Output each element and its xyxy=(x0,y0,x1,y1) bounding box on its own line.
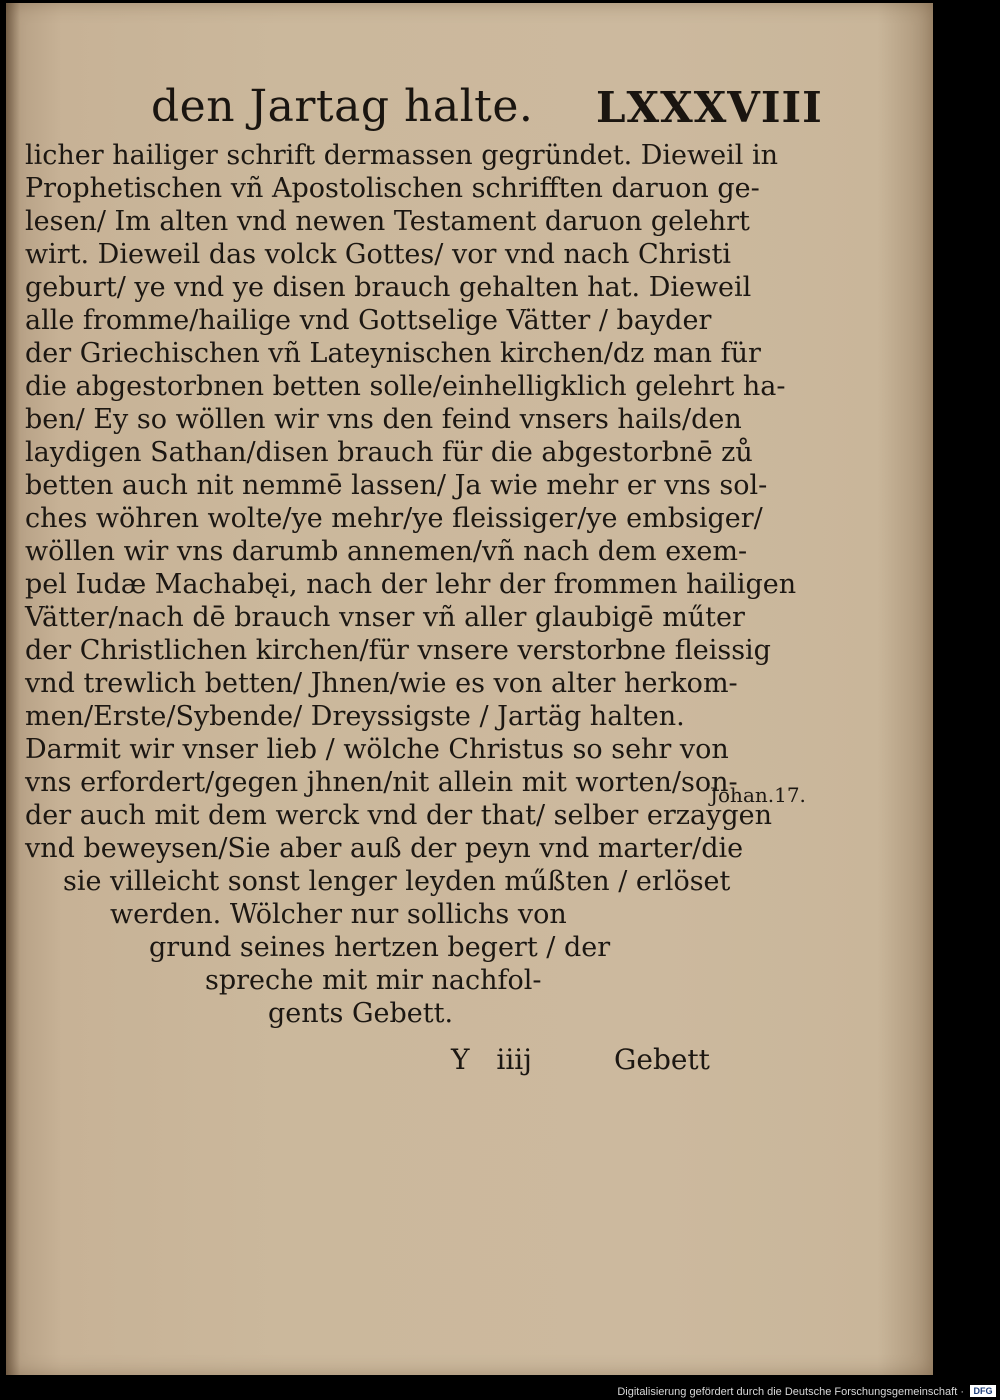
dfg-logo: DFG xyxy=(970,1385,996,1397)
text-line: ben/ Ey so wöllen wir vns den feind vnsers hails/den xyxy=(25,404,742,435)
catchword: Gebett xyxy=(614,1043,710,1076)
text-line: werden. Wölcher nur sollichs von xyxy=(110,899,567,930)
text-line: der Griechischen vñ Lateynischen kirchen/dz man für xyxy=(25,338,761,369)
text-line: ches wöhren wolte/ye mehr/ye fleissiger/ye embsiger/ xyxy=(25,503,763,534)
signature-mark: Y iiij xyxy=(451,1043,532,1076)
text-line: wirt. Dieweil das volck Gottes/ vor vnd nach Christi xyxy=(25,239,731,270)
text-line: pel Iudæ Machabęi, nach der lehr der frommen hailigen xyxy=(25,569,797,600)
text-line: vns erfordert/gegen jhnen/nit allein mit worten/son- xyxy=(25,767,738,798)
text-line: geburt/ ye vnd ye disen brauch gehalten hat. Dieweil xyxy=(25,272,752,303)
text-line: laydigen Sathan/disen brauch für die abgestorbnē zů xyxy=(25,437,753,468)
text-line: der Christlichen kirchen/für vnsere verstorbne fleissig xyxy=(25,635,771,666)
book-page xyxy=(6,3,933,1375)
page-spine-shadow xyxy=(6,3,20,1375)
text-line: der auch mit dem werck vnd der that/ selber erzaygen xyxy=(25,800,772,831)
text-line: Vätter/nach dē brauch vnser vñ aller glaubigē műter xyxy=(25,602,745,633)
digitization-credit: Digitalisierung gefördert durch die Deutsche Forschungsgemeinschaft · xyxy=(617,1386,964,1398)
text-line: gents Gebett. xyxy=(268,998,454,1029)
text-line: betten auch nit nemmē lassen/ Ja wie mehr er vns sol- xyxy=(25,470,768,501)
text-line: lesen/ Im alten vnd newen Testament daruon gelehrt xyxy=(25,206,750,237)
marginal-note: Johan.17. xyxy=(710,783,806,807)
text-line: vnd beweysen/Sie aber auß der peyn vnd marter/die xyxy=(25,833,744,864)
folio-number: LXXXVIII xyxy=(596,83,823,132)
text-line: licher hailiger schrift dermassen gegründet. Dieweil in xyxy=(25,140,778,171)
text-line: Darmit wir vnser lieb / wölche Christus so sehr von xyxy=(25,734,729,765)
running-head: den Jartag halte. xyxy=(151,81,534,132)
text-line: men/Erste/Sybende/ Dreyssigste / Jartäg halten. xyxy=(25,701,685,732)
text-line: sie villeicht sonst lenger leyden műßten / erlöset xyxy=(63,866,731,897)
text-line: die abgestorbnen betten solle/einhelligklich gelehrt ha- xyxy=(25,371,786,402)
text-line: wöllen wir vns darumb annemen/vñ nach dem exem- xyxy=(25,536,748,567)
text-line: vnd trewlich betten/ Jhnen/wie es von alter herkom- xyxy=(25,668,738,699)
text-line: grund seines hertzen begert / der xyxy=(149,932,611,963)
text-line: spreche mit mir nachfol- xyxy=(205,965,542,996)
text-line: Prophetischen vñ Apostolischen schrifften daruon ge- xyxy=(25,173,760,204)
text-line: alle fromme/hailige vnd Gottselige Vätter / bayder xyxy=(25,305,712,336)
